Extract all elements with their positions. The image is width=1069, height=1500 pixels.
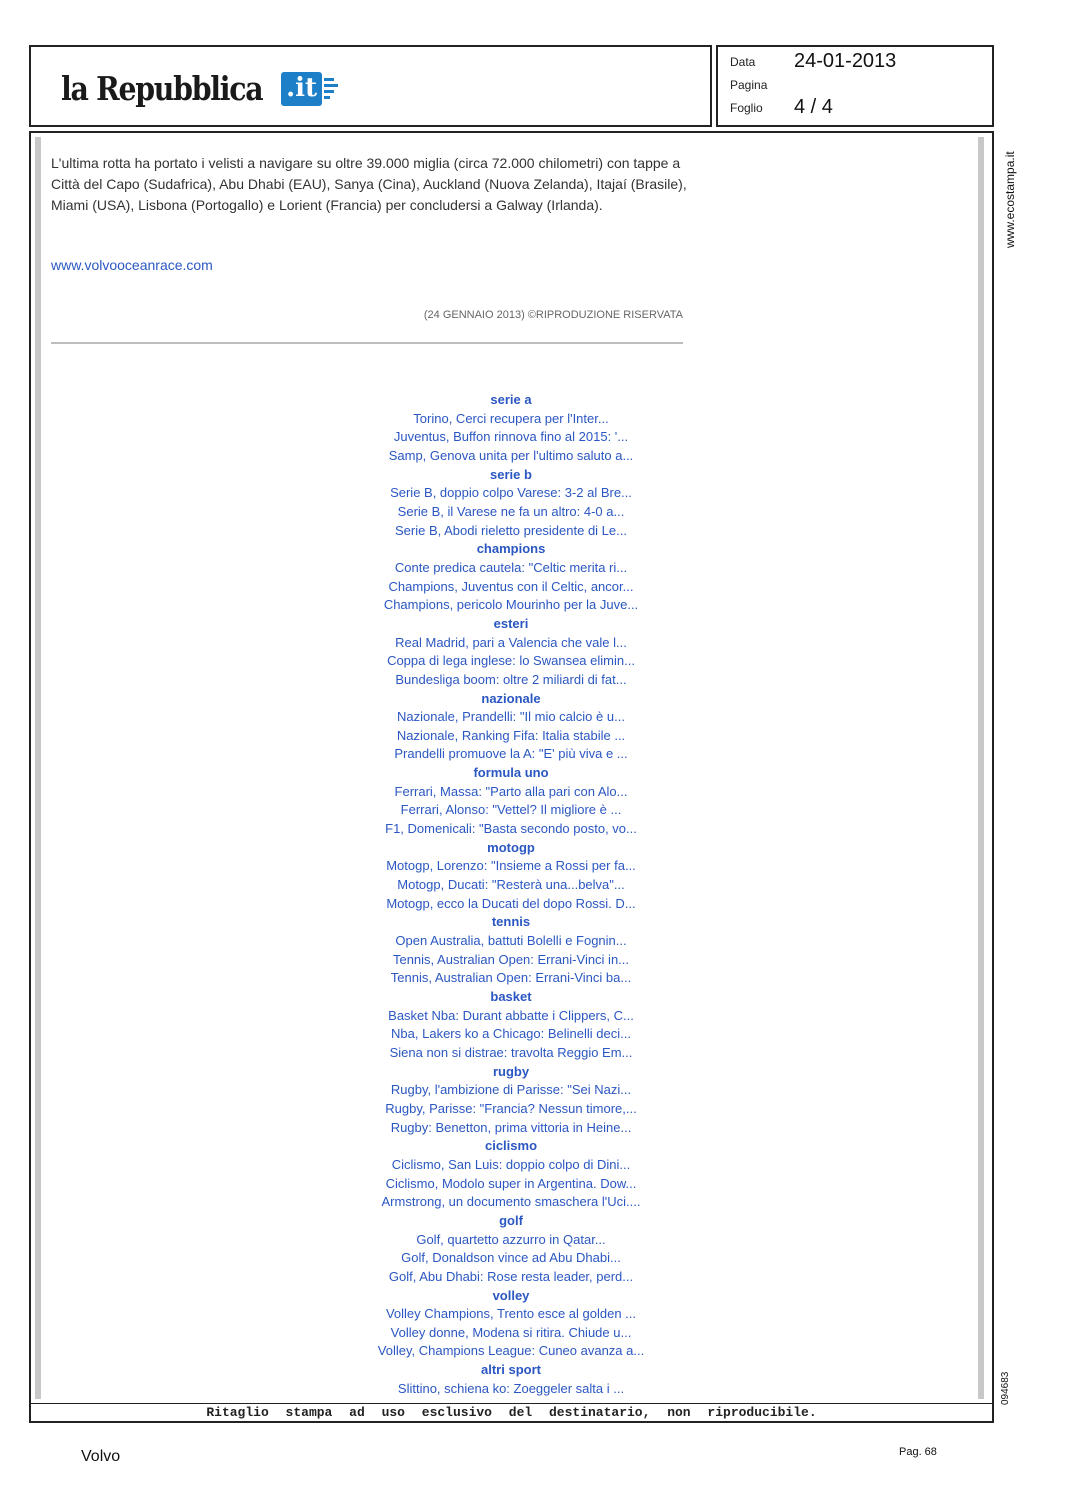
- news-headline-link[interactable]: F1, Domenicali: "Basta secondo posto, vo...: [385, 821, 637, 837]
- reproduction-notice: Ritaglio stampa ad uso esclusivo del destinatario, non riproducibile.: [206, 1405, 817, 1420]
- news-category-title[interactable]: champions: [476, 541, 546, 557]
- news-headline-link[interactable]: Real Madrid, pari a Valencia che vale l...: [395, 634, 627, 650]
- news-category-title[interactable]: motogp: [487, 839, 535, 855]
- news-headline-link[interactable]: Bundesliga boom: oltre 2 miliardi di fat...: [395, 671, 627, 687]
- news-headline-link[interactable]: Tennis, Australian Open: Errani-Vinci ba...: [390, 970, 632, 986]
- news-headline-link[interactable]: Golf, Abu Dhabi: Rose resta leader, perd...: [388, 1268, 634, 1284]
- news-headline-link[interactable]: Torino, Cerci recupera per l'Inter...: [413, 410, 609, 426]
- article-divider: [51, 342, 683, 344]
- news-headline-link[interactable]: Coppa di lega inglese: lo Swansea elimin...: [387, 653, 635, 669]
- logo-wordmark: la Repubblica: [61, 69, 263, 108]
- sheet-label: Foglio: [730, 101, 763, 115]
- news-headline-link[interactable]: Basket Nba: Durant abbatte i Clippers, C...: [388, 1007, 634, 1023]
- news-category-title[interactable]: golf: [499, 1212, 523, 1228]
- news-category-title[interactable]: serie a: [490, 392, 532, 407]
- news-headline-link[interactable]: Ciclismo, Modolo super in Argentina. Dow...: [385, 1175, 637, 1191]
- news-category-title[interactable]: rugby: [492, 1063, 530, 1079]
- news-category-title[interactable]: ciclismo: [484, 1138, 538, 1154]
- logo-stripes-icon: [324, 78, 338, 99]
- metadata-box: [716, 45, 994, 127]
- news-headline-link[interactable]: Siena non si distrae: travolta Reggio Em...: [389, 1044, 633, 1060]
- clipping-frame: [29, 131, 994, 1423]
- news-headline-link[interactable]: Slittino, schiena ko: Zoeggeler salta i ...: [397, 1380, 625, 1396]
- news-headline-link[interactable]: Armstrong, un documento smaschera l'Uci....: [381, 1194, 641, 1210]
- news-headline-link[interactable]: Motogp, ecco la Ducati del dopo Rossi. D...: [386, 895, 636, 911]
- news-category-title[interactable]: volley: [492, 1287, 530, 1303]
- scan-edge-right: [978, 137, 984, 1399]
- news-category-title[interactable]: esteri: [493, 615, 529, 631]
- news-headline-link[interactable]: Juventus, Buffon rinnova fino al 2015: '...: [393, 429, 629, 445]
- volvo-ocean-race-link[interactable]: www.volvooceanrace.com: [51, 257, 213, 273]
- news-headline-link[interactable]: Serie B, il Varese ne fa un altro: 4-0 a...: [397, 503, 625, 519]
- client-name: Volvo: [81, 1448, 121, 1465]
- masthead-box: [29, 45, 712, 127]
- news-category-title[interactable]: altri sport: [481, 1362, 541, 1378]
- date-value: 24-01-2013: [794, 50, 897, 72]
- news-headline-link[interactable]: Golf, quartetto azzurro in Qatar...: [416, 1231, 606, 1247]
- news-category-title[interactable]: formula uno: [473, 765, 549, 781]
- news-headline-link[interactable]: Ferrari, Alonso: "Vettel? Il migliore è ...: [400, 802, 622, 818]
- news-headline-link[interactable]: Champions, Juventus con il Celtic, ancor...: [388, 578, 634, 594]
- copyright-notice: (24 GENNAIO 2013) ©RIPRODUZIONE RISERVATA: [423, 309, 683, 321]
- news-headline-link[interactable]: Tennis, Australian Open: Errani-Vinci in...: [392, 951, 630, 967]
- news-headline-link[interactable]: Rugby, Parisse: "Francia? Nessun timore,...: [385, 1100, 637, 1116]
- news-headline-link[interactable]: Rugby: Benetton, prima vittoria in Heine...: [390, 1119, 632, 1135]
- news-category-title[interactable]: basket: [490, 989, 532, 1004]
- news-headline-link[interactable]: Nazionale, Ranking Fifa: Italia stabile ...: [396, 727, 626, 743]
- news-headline-link[interactable]: Volley donne, Modena si ritira. Chiude u...: [390, 1324, 632, 1340]
- ecostampa-site-label: www.ecostampa.it: [1003, 151, 1017, 248]
- news-headline-link[interactable]: Motogp, Ducati: "Resterà una...belva"...: [397, 877, 625, 893]
- news-headline-link[interactable]: Motogp, Lorenzo: "Insieme a Rossi per fa...: [386, 858, 636, 874]
- article-paragraph: L'ultima rotta ha portato i velisti a navigare su oltre 39.000 miglia (circa 72.000 chilometri) con tappe a Città del Capo (Sudafrica), Abu Dhabi (EAU), Sanya (Cina), Auckland (Nuova Zelanda), Itajaí (Brasile), Miami (USA), Lisbona (Portogallo) e Lorient (Francia) per concludersi a Galway (Irlanda).: [51, 155, 687, 213]
- news-category-title[interactable]: nazionale: [481, 690, 541, 706]
- news-headline-link[interactable]: Ferrari, Massa: "Parto alla pari con Alo...: [394, 783, 628, 799]
- repubblica-logo: [61, 69, 338, 108]
- news-headline-link[interactable]: Prandelli promuove la A: "E' più viva e ...: [394, 746, 628, 762]
- news-headline-link[interactable]: Serie B, doppio colpo Varese: 3-2 al Bre...: [390, 485, 632, 501]
- page-number: Pag. 68: [899, 1446, 937, 1458]
- sheet-value: 4 / 4: [794, 96, 833, 118]
- news-headline-link[interactable]: Open Australia, battuti Bolelli e Fognin...: [395, 933, 627, 949]
- clipping-code: 094683: [1000, 1371, 1011, 1405]
- news-category-title[interactable]: tennis: [491, 914, 531, 930]
- news-headline-link[interactable]: Volley, Champions League: Cuneo avanza a...: [377, 1343, 645, 1359]
- news-headline-link[interactable]: Rugby, l'ambizione di Parisse: "Sei Nazi...: [390, 1082, 632, 1098]
- footer-divider: [31, 1403, 992, 1404]
- news-headline-link[interactable]: Conte predica cautela: "Celtic merita ri...: [394, 559, 628, 575]
- news-headline-link[interactable]: Serie B, Abodi rieletto presidente di Le...: [395, 522, 627, 538]
- news-headline-link[interactable]: Ciclismo, San Luis: doppio colpo di Dini...: [391, 1156, 631, 1172]
- page-label: Pagina: [730, 78, 768, 92]
- logo-badge: [281, 72, 338, 106]
- news-headline-link[interactable]: Volley Champions, Trento esce al golden ...: [385, 1306, 637, 1322]
- date-label: Data: [730, 55, 756, 69]
- sports-news-list: [331, 391, 691, 1398]
- news-headline-link[interactable]: Golf, Donaldson vince ad Abu Dhabi...: [401, 1250, 621, 1266]
- news-category-title[interactable]: serie b: [490, 466, 532, 482]
- news-headline-link[interactable]: Nazionale, Prandelli: "Il mio calcio è u...: [397, 709, 625, 725]
- news-headline-link[interactable]: Nba, Lakers ko a Chicago: Belinelli deci...: [391, 1026, 631, 1042]
- scan-edge-left: [35, 137, 41, 1399]
- news-headline-link[interactable]: Champions, pericolo Mourinho per la Juve...: [383, 597, 639, 613]
- logo-badge-text: .it: [281, 72, 322, 106]
- news-headline-link[interactable]: Samp, Genova unita per l'ultimo saluto a...: [388, 447, 634, 463]
